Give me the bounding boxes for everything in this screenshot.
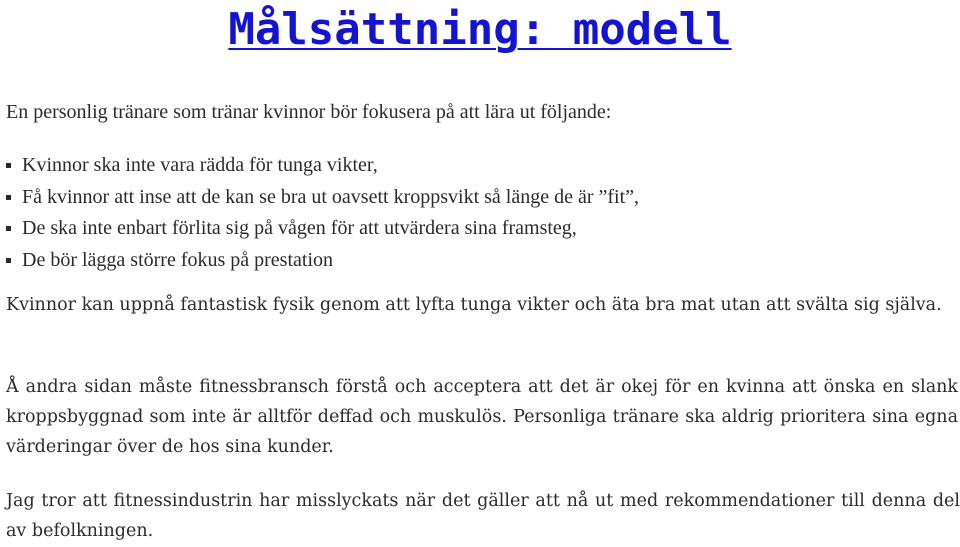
bullet-text: De bör lägga större fokus på prestation <box>22 248 334 271</box>
bullet-item <box>6 213 639 245</box>
square-bullet-icon <box>6 226 11 231</box>
page-title: Målsättning: modell <box>228 4 732 55</box>
square-bullet-icon <box>6 195 11 200</box>
bullet-item <box>6 245 639 277</box>
goal-bullet-list <box>6 150 639 276</box>
bullet-text: Få kvinnor att inse att de kan se bra ut oavsett kroppsvikt så länge de är ”fit”, <box>22 185 640 208</box>
bullet-text: Kvinnor ska inte vara rädda för tunga vikter, <box>22 154 378 176</box>
paragraph-industry-acceptance: Å andra sidan måste fitnessbransch förstå och acceptera att det är okej för en kvinna att önska en slank kroppsbyggnad som inte är alltför deffad och muskulös. Personliga tränare ska aldrig prioritera sina egna värderingar över de hos sina kunder. <box>6 377 958 457</box>
square-bullet-icon <box>6 163 11 168</box>
paragraph-opinion: Jag tror att fitnessindustrin har misslyckats när det gäller att nå ut med rekommendationer till denna del av befolkningen. <box>6 491 960 541</box>
paragraph-physique: Kvinnor kan uppnå fantastisk fysik genom att lyfta tunga vikter och äta bra mat utan att svälta sig själva. <box>6 295 942 315</box>
bullet-text: De ska inte enbart förlita sig på vågen för att utvärdera sina framsteg, <box>22 217 577 239</box>
intro-text: En personlig tränare som tränar kvinnor bör fokusera på att lära ut följande: <box>6 101 612 123</box>
bullet-item <box>6 182 639 214</box>
square-bullet-icon <box>6 258 11 263</box>
bullet-item <box>6 150 639 182</box>
